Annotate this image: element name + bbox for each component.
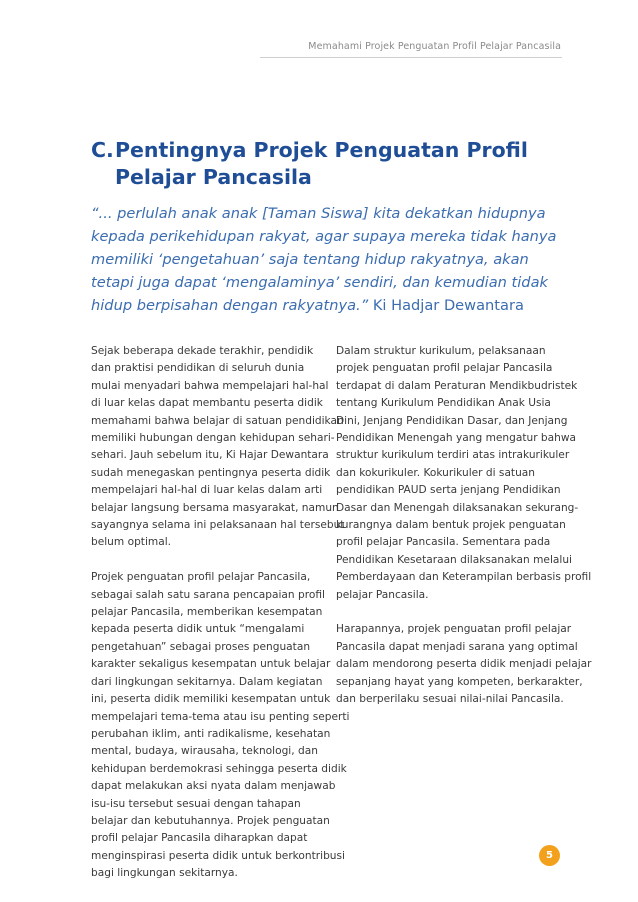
paragraph-line: dari lingkungan sekitarnya. Dalam kegiatan: [91, 675, 323, 688]
right-column: [336, 343, 592, 726]
paragraph-line: ini, peserta didik memiliki kesempatan untuk: [91, 693, 331, 706]
paragraph-line: Sejak beberapa dekade terakhir, pendidik: [91, 345, 314, 357]
paragraph-line: Harapannya, projek penguatan profil pelajar: [336, 623, 572, 636]
paragraph-line: bagi lingkungan sekitarnya.: [91, 867, 238, 880]
quote-author: Ki Hadjar Dewantara: [372, 297, 524, 314]
paragraph-line: dan berperilaku sesuai nilai-nilai Pancasila.: [336, 693, 564, 706]
paragraph-line: pengetahuan” sebagai proses penguatan: [91, 640, 311, 653]
paragraph-line: belum optimal.: [91, 536, 172, 549]
paragraph-line: mempelajari hal-hal di luar kelas dalam arti: [91, 484, 323, 497]
page-number-badge: 5: [539, 845, 560, 866]
paragraph-line: Pendidikan Kesetaraan dilaksanakan melalui: [336, 553, 572, 566]
paragraph-line: pendidikan PAUD serta jenjang Pendidikan: [336, 484, 561, 497]
paragraph-line: di luar kelas dapat membantu peserta didik: [91, 397, 323, 410]
paragraph-line: profil pelajar Pancasila diharapkan dapat: [91, 832, 308, 845]
paragraph-line: memahami bahwa belajar di satuan pendidikan: [91, 414, 344, 427]
paragraph-line: Dalam struktur kurikulum, pelaksanaan: [336, 345, 546, 357]
paragraph-line: mempelajari tema-tema atau isu penting seperti: [91, 710, 350, 723]
paragraph-line: tentang Kurikulum Pendidikan Anak Usia: [336, 397, 551, 410]
paragraph-line: dalam mendorong peserta didik menjadi pelajar: [336, 658, 592, 671]
paragraph-line: sepanjang hayat yang kompeten, berkarakter,: [336, 675, 583, 688]
body-paragraph: [336, 343, 592, 604]
paragraph-line: Pancasila dapat menjadi sarana yang optimal: [336, 640, 578, 653]
left-column: [91, 343, 350, 900]
paragraph-line: Dini, Jenjang Pendidikan Dasar, dan Jenjang: [336, 414, 568, 427]
paragraph-line: dapat melakukan aksi nyata dalam menjawab: [91, 780, 336, 793]
paragraph-line: Projek penguatan profil pelajar Pancasila,: [91, 571, 311, 584]
paragraph-line: dan kokurikuler. Kokurikuler di satuan: [336, 466, 536, 479]
paragraph-line: dan praktisi pendidikan di seluruh dunia: [91, 362, 305, 375]
paragraph-line: struktur kurikulum terdiri atas intrakurikuler: [336, 449, 570, 462]
section-heading: [91, 137, 561, 191]
paragraph-line: kepada peserta didik untuk “mengalami: [91, 623, 305, 636]
paragraph-line: perubahan iklim, anti radikalisme, kesehatan: [91, 727, 331, 740]
paragraph-line: pelajar Pancasila, memberikan kesempatan: [91, 606, 323, 619]
paragraph-line: pelajar Pancasila.: [336, 588, 429, 601]
epigraph-quote: [91, 202, 561, 317]
paragraph-line: isu-isu tersebut sesuai dengan tahapan: [91, 797, 301, 810]
paragraph-line: Dasar dan Menengah dilaksanakan sekurang-: [336, 501, 579, 514]
paragraph-line: projek penguatan profil pelajar Pancasila: [336, 362, 553, 375]
paragraph-line: belajar dan kebutuhannya. Projek penguatan: [91, 814, 330, 827]
paragraph-line: terdapat di dalam Peraturan Mendikbudristek: [336, 379, 578, 392]
quote-text: “... perlulah anak anak [Taman Siswa] kita dekatkan hidupnya kepada perikehidupan rakyat, agar supaya mereka tidak hanya memiliki ‘pengetahuan’ saja tentang hidup rakyatnya, akan tetapi juga dapat ‘mengalaminya’ sendiri, dan kemudian tidak hidup berpisahan dengan rakyatnya.”: [91, 205, 557, 314]
section-title: Pentingnya Projek Penguatan Profil Pelajar Pancasila: [115, 138, 528, 189]
paragraph-line: mental, budaya, wirausaha, teknologi, dan: [91, 745, 318, 758]
paragraph-line: Pendidikan Menengah yang mengatur bahwa: [336, 432, 577, 445]
running-header: Memahami Projek Penguatan Profil Pelajar Pancasila: [308, 41, 561, 52]
paragraph-line: kehidupan berdemokrasi sehingga peserta didik: [91, 762, 347, 775]
paragraph-line: menginspirasi peserta didik untuk berkontribusi: [91, 849, 345, 862]
paragraph-line: Pemberdayaan dan Keterampilan berbasis profil: [336, 571, 592, 584]
body-paragraph: [91, 569, 350, 882]
section-number: C.: [91, 138, 114, 162]
paragraph-line: kurangnya dalam bentuk projek penguatan: [336, 519, 566, 532]
body-paragraph: [336, 621, 592, 708]
paragraph-line: sehari. Jauh sebelum itu, Ki Hajar Dewantara: [91, 449, 329, 462]
body-paragraph: [91, 343, 345, 552]
paragraph-line: profil pelajar Pancasila. Sementara pada: [336, 536, 551, 549]
paragraph-line: mulai menyadari bahwa mempelajari hal-hal: [91, 379, 329, 392]
paragraph-line: belajar langsung bersama masyarakat, namun: [91, 501, 339, 514]
paragraph-line: sudah menegaskan pentingnya peserta didik: [91, 466, 331, 479]
paragraph-line: sebagai salah satu sarana pencapaian profil: [91, 588, 325, 601]
paragraph-line: memiliki hubungan dengan kehidupan sehari-: [91, 432, 335, 445]
paragraph-line: sayangnya selama ini pelaksanaan hal tersebut: [91, 519, 345, 532]
paragraph-line: karakter sekaligus kesempatan untuk belajar: [91, 658, 331, 671]
header-rule: [260, 57, 562, 58]
